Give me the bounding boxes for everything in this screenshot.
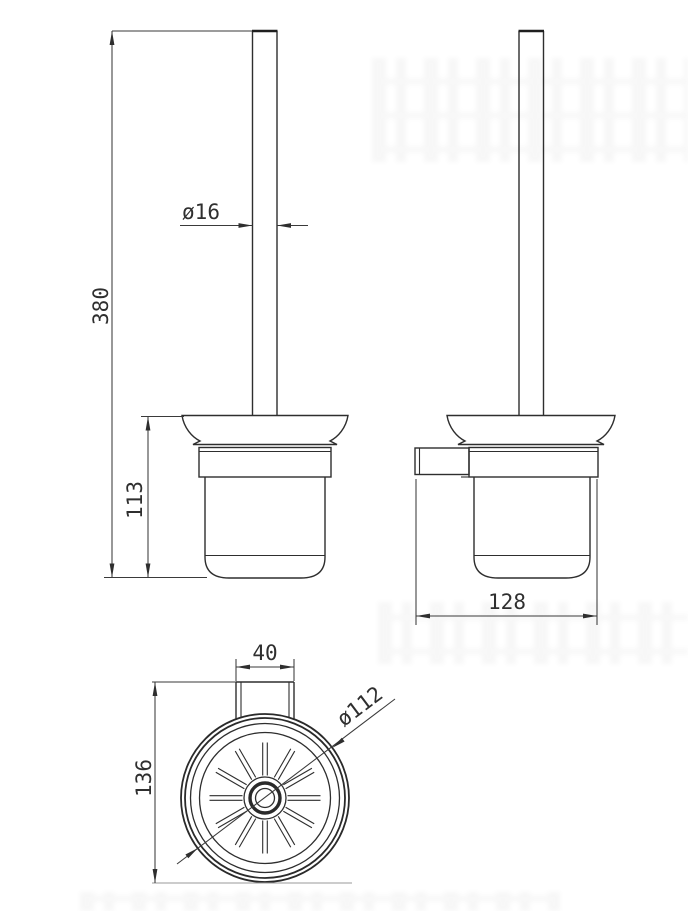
arrow-up: [146, 417, 151, 431]
side-glass-cup: [474, 477, 590, 578]
arrow-right: [280, 665, 294, 670]
dim-label-total-height: 380: [89, 287, 113, 325]
arrow-up: [153, 682, 158, 696]
arrow-up: [110, 31, 115, 45]
arrow-down: [153, 869, 158, 883]
arrow-to-circle-lower: [185, 848, 198, 858]
dim-label-cup-height: 113: [123, 481, 147, 519]
arrow-right: [583, 614, 597, 619]
arrow-right: [239, 223, 253, 228]
side-view: [415, 31, 615, 625]
arrow-down: [110, 564, 115, 578]
side-wall-bracket: [415, 448, 469, 475]
arrow-down: [146, 564, 151, 578]
bottom-view: [132, 641, 395, 883]
arrow-to-circle-upper: [332, 738, 345, 748]
front-glass-cup: [205, 477, 325, 578]
dim-rod-diameter: [180, 200, 308, 228]
dim-label-mount-width: 40: [252, 641, 278, 665]
side-rod-outline: [519, 31, 544, 415]
arrow-left: [277, 223, 291, 228]
front-view: [89, 31, 348, 578]
dim-holder-diameter: [177, 682, 395, 864]
dim-label-holder-diameter: ø112: [332, 681, 388, 732]
arrow-left: [236, 665, 250, 670]
side-lid-bell: [447, 416, 615, 445]
front-rod-outline: [253, 31, 278, 415]
dim-total-height: [89, 31, 252, 578]
dim-cup-height: [123, 417, 184, 578]
dim-label-overall-depth: 128: [488, 590, 526, 614]
dim-overall-depth: [416, 479, 597, 625]
front-lid-bell: [182, 416, 348, 445]
dim-label-overall-size: 136: [132, 759, 156, 797]
arrow-left: [416, 614, 430, 619]
dim-mount-width: [236, 641, 294, 681]
dim-label-rod-diameter: ø16: [182, 200, 220, 224]
